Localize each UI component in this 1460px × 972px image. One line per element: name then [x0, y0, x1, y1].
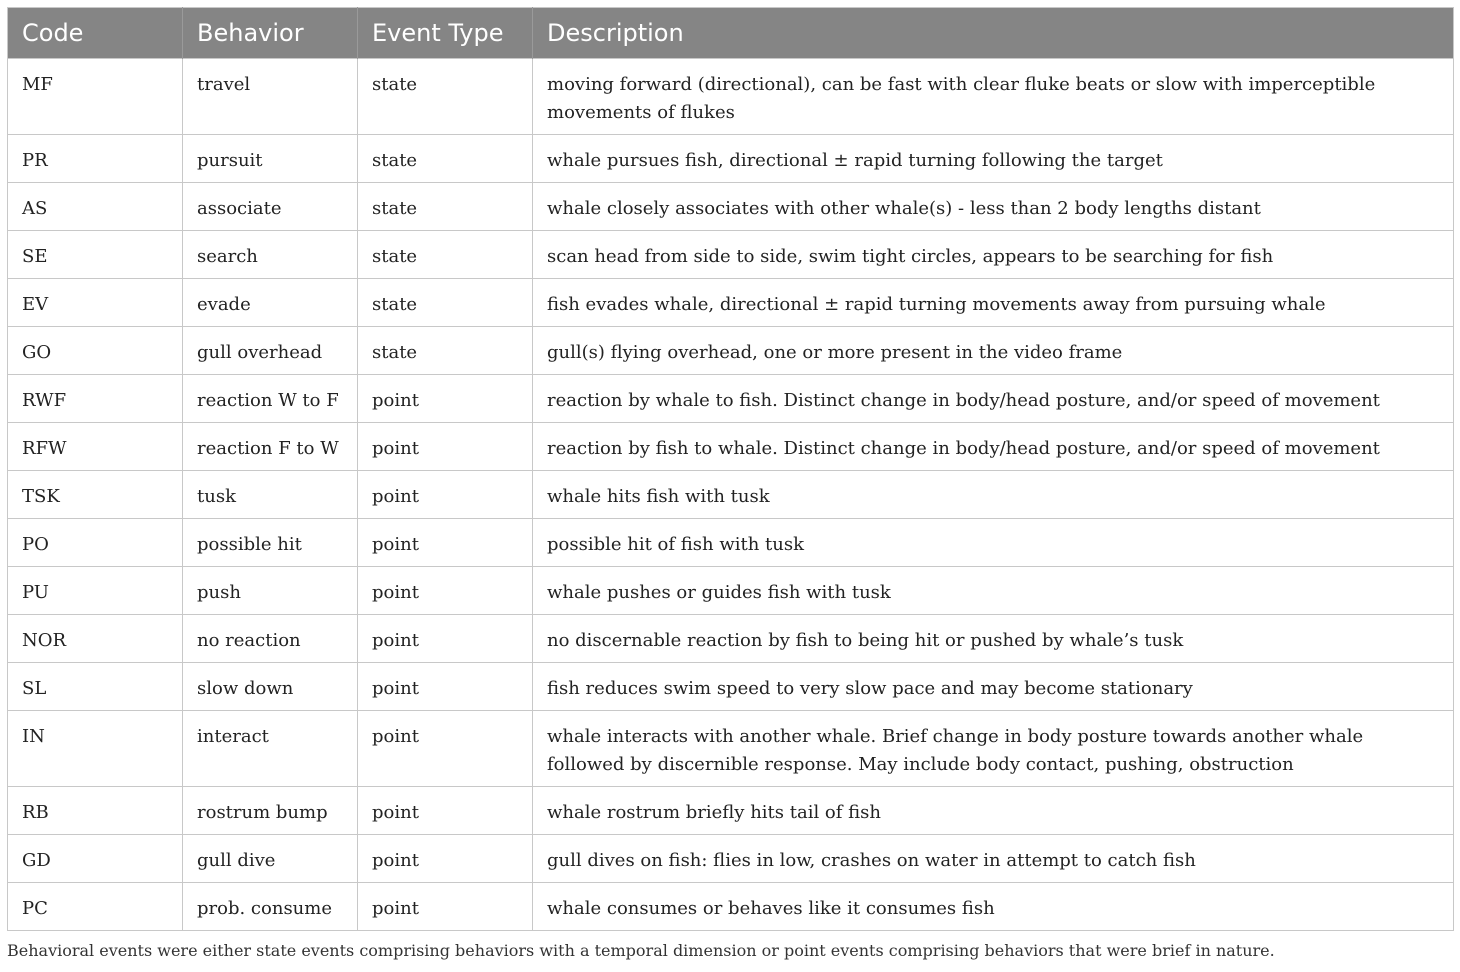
cell-behavior: evade [183, 279, 358, 327]
table-row [8, 375, 1454, 423]
cell-description: fish reduces swim speed to very slow pace and may become stationary [533, 663, 1454, 711]
cell-behavior: slow down [183, 663, 358, 711]
cell-event-type: state [358, 135, 533, 183]
cell-behavior: no reaction [183, 615, 358, 663]
cell-event-type: point [358, 567, 533, 615]
cell-description: whale consumes or behaves like it consumes fish [533, 883, 1454, 931]
cell-event-type: point [358, 663, 533, 711]
table-row [8, 883, 1454, 931]
table-row [8, 787, 1454, 835]
table-row [8, 663, 1454, 711]
cell-description: scan head from side to side, swim tight circles, appears to be searching for fish [533, 231, 1454, 279]
table-header [8, 8, 1454, 59]
table-row [8, 519, 1454, 567]
cell-behavior: associate [183, 183, 358, 231]
table-row [8, 423, 1454, 471]
cell-code: PR [8, 135, 183, 183]
cell-event-type: state [358, 183, 533, 231]
cell-code: RB [8, 787, 183, 835]
table-row [8, 471, 1454, 519]
cell-behavior: reaction W to F [183, 375, 358, 423]
cell-behavior: pursuit [183, 135, 358, 183]
header-row [8, 8, 1454, 59]
cell-code: TSK [8, 471, 183, 519]
table-row [8, 327, 1454, 375]
cell-description: whale pushes or guides fish with tusk [533, 567, 1454, 615]
cell-event-type: state [358, 279, 533, 327]
cell-description: reaction by fish to whale. Distinct change in body/head posture, and/or speed of movement [533, 423, 1454, 471]
cell-code: GO [8, 327, 183, 375]
cell-description: moving forward (directional), can be fast with clear fluke beats or slow with imperceptible movements of flukes [533, 59, 1454, 135]
cell-behavior: gull dive [183, 835, 358, 883]
table-row [8, 567, 1454, 615]
cell-behavior: search [183, 231, 358, 279]
cell-behavior: reaction F to W [183, 423, 358, 471]
cell-description: gull dives on fish: flies in low, crashes on water in attempt to catch fish [533, 835, 1454, 883]
cell-code: IN [8, 711, 183, 787]
header-behavior: Behavior [183, 8, 358, 59]
header-event-type: Event Type [358, 8, 533, 59]
table-footnote: Behavioral events were either state events comprising behaviors with a temporal dimension or point events comprising behaviors that were brief in nature. [7, 941, 1275, 960]
cell-behavior: gull overhead [183, 327, 358, 375]
cell-event-type: point [358, 615, 533, 663]
cell-description: whale rostrum briefly hits tail of fish [533, 787, 1454, 835]
table-row [8, 231, 1454, 279]
table-row [8, 279, 1454, 327]
table-row [8, 615, 1454, 663]
cell-description: reaction by whale to fish. Distinct change in body/head posture, and/or speed of movement [533, 375, 1454, 423]
table-row [8, 711, 1454, 787]
header-code: Code [8, 8, 183, 59]
cell-description: fish evades whale, directional ± rapid turning movements away from pursuing whale [533, 279, 1454, 327]
cell-event-type: state [358, 59, 533, 135]
cell-code: GD [8, 835, 183, 883]
cell-behavior: push [183, 567, 358, 615]
cell-behavior: tusk [183, 471, 358, 519]
cell-description: whale closely associates with other whale(s) - less than 2 body lengths distant [533, 183, 1454, 231]
cell-behavior: possible hit [183, 519, 358, 567]
cell-code: AS [8, 183, 183, 231]
cell-event-type: point [358, 835, 533, 883]
cell-behavior: travel [183, 59, 358, 135]
cell-event-type: point [358, 375, 533, 423]
behavior-table [7, 7, 1454, 931]
cell-behavior: interact [183, 711, 358, 787]
cell-code: PC [8, 883, 183, 931]
cell-code: PU [8, 567, 183, 615]
cell-event-type: point [358, 787, 533, 835]
cell-description: gull(s) flying overhead, one or more present in the video frame [533, 327, 1454, 375]
table-row [8, 135, 1454, 183]
table-row [8, 183, 1454, 231]
cell-description: whale interacts with another whale. Brief change in body posture towards another whale followed by discernible response. May include body contact, pushing, obstruction [533, 711, 1454, 787]
table-row [8, 59, 1454, 135]
cell-event-type: state [358, 231, 533, 279]
behavior-table-container [7, 7, 1453, 931]
cell-description: whale hits fish with tusk [533, 471, 1454, 519]
cell-event-type: point [358, 883, 533, 931]
cell-code: RFW [8, 423, 183, 471]
cell-event-type: point [358, 471, 533, 519]
cell-code: MF [8, 59, 183, 135]
cell-code: PO [8, 519, 183, 567]
cell-code: RWF [8, 375, 183, 423]
cell-event-type: point [358, 423, 533, 471]
cell-description: no discernable reaction by fish to being hit or pushed by whale’s tusk [533, 615, 1454, 663]
cell-event-type: point [358, 711, 533, 787]
cell-event-type: point [358, 519, 533, 567]
table-row [8, 835, 1454, 883]
table-body [8, 59, 1454, 931]
cell-behavior: prob. consume [183, 883, 358, 931]
header-description: Description [533, 8, 1454, 59]
cell-code: NOR [8, 615, 183, 663]
cell-event-type: state [358, 327, 533, 375]
cell-description: whale pursues fish, directional ± rapid turning following the target [533, 135, 1454, 183]
cell-code: SL [8, 663, 183, 711]
cell-code: EV [8, 279, 183, 327]
cell-code: SE [8, 231, 183, 279]
cell-behavior: rostrum bump [183, 787, 358, 835]
cell-description: possible hit of fish with tusk [533, 519, 1454, 567]
